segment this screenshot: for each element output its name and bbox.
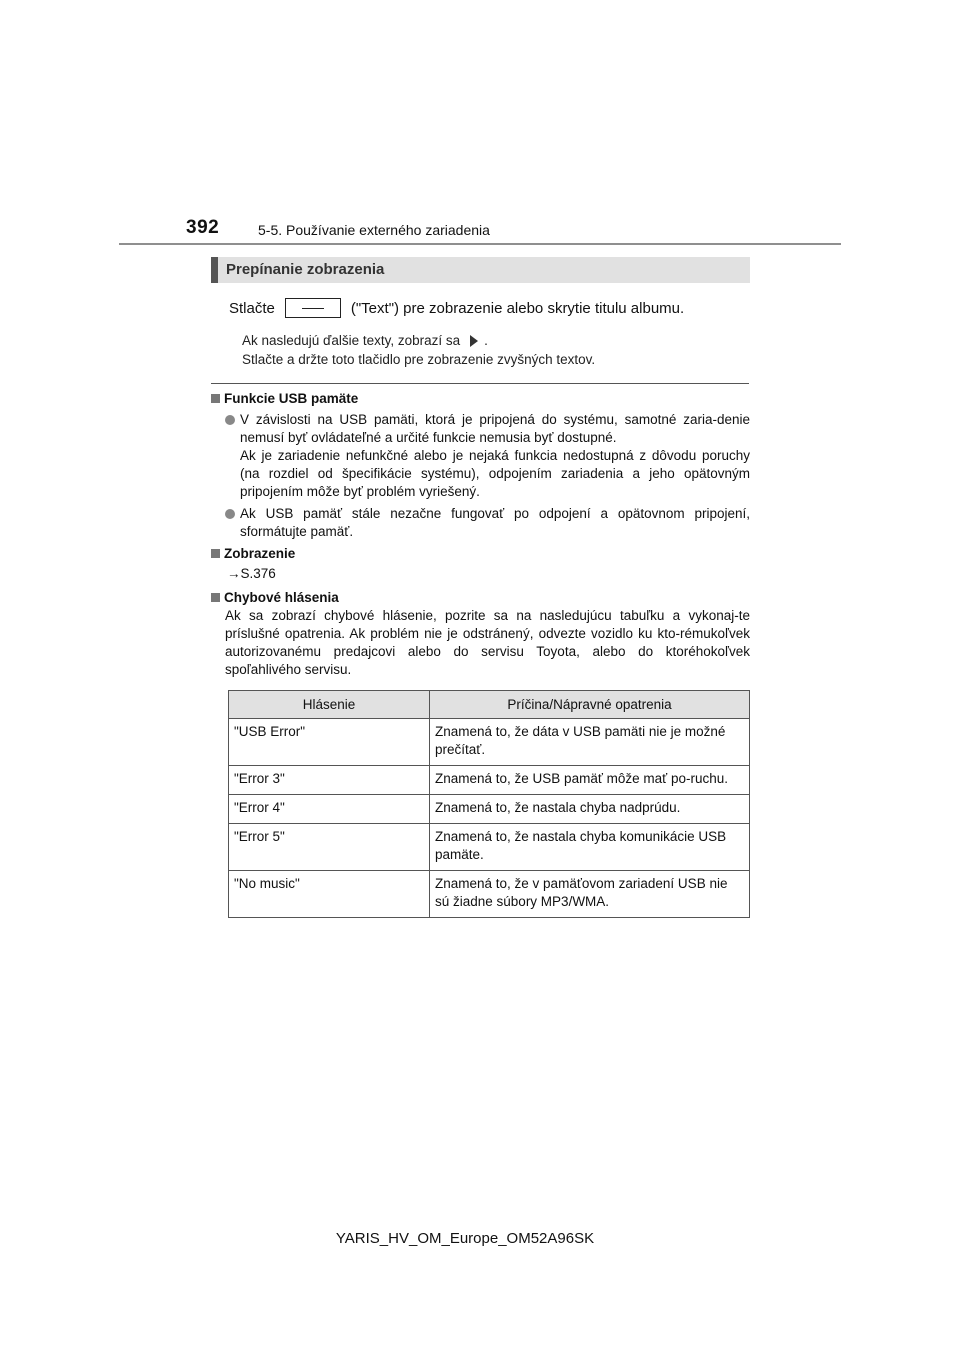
table-row <box>229 824 750 871</box>
section-title: 5-5. Používanie externého zariadenia <box>258 222 490 238</box>
section-heading: Prepínanie zobrazenia <box>211 257 750 283</box>
note-hold-button: Stlačte a držte toto tlačidlo pre zobrazenie zvyšných textov. <box>242 352 596 367</box>
error-cause-cell: Znamená to, že v pamäťovom zariadení USB nie sú žiadne súbory MP3/WMA. <box>430 871 750 918</box>
table-row <box>229 766 750 795</box>
error-messages-heading-text: Chybové hlásenia <box>224 590 339 605</box>
circle-bullet-icon <box>225 509 235 519</box>
square-bullet-icon <box>211 394 220 403</box>
table-header-row <box>229 691 750 719</box>
error-cause-cell: Znamená to, že nastala chyba komunikácie USB pamäte. <box>430 824 750 871</box>
error-cause-cell: Znamená to, že nastala chyba nadprúdu. <box>430 795 750 824</box>
document-footer: YARIS_HV_OM_Europe_OM52A96SK <box>335 1230 595 1247</box>
circle-bullet-icon <box>225 415 235 425</box>
error-table <box>228 690 750 918</box>
note-more-text <box>242 333 488 348</box>
table-row <box>229 719 750 766</box>
usb-bullet-1-line2: Ak je zariadenie nefunkčné alebo je nejaká funkcia nedostupná z dôvodu poruchy (na rozdiel od špecifikácie systému), odpojením zariadenia a jeho opätovným pripojením môže byť problém vyriešený. <box>240 448 750 499</box>
usb-bullet-2 <box>240 505 750 541</box>
error-message-cell: "No music" <box>229 871 430 918</box>
usb-functions-heading-text: Funkcie USB pamäte <box>224 391 359 406</box>
content-divider <box>211 383 749 384</box>
table-row <box>229 871 750 918</box>
text-button-icon <box>285 298 341 318</box>
step-text-after: ("Text") pre zobrazenie alebo skrytie titulu albumu. <box>350 299 685 317</box>
square-bullet-icon <box>211 549 220 558</box>
note-line1-after: . <box>484 333 488 348</box>
error-cause-cell: Znamená to, že dáta v USB pamäti nie je možné prečítať. <box>430 719 750 766</box>
note-line1-before: Ak nasledujú ďalšie texty, zobrazí sa <box>242 333 461 348</box>
page-number: 392 <box>186 217 220 238</box>
step-instruction <box>229 298 684 318</box>
error-message-cell: "Error 5" <box>229 824 430 871</box>
error-cause-cell: Znamená to, že USB pamäť môže mať po-ruchu. <box>430 766 750 795</box>
error-message-cell: "Error 4" <box>229 795 430 824</box>
display-heading <box>211 546 295 561</box>
header-divider <box>119 243 841 245</box>
table-row <box>229 795 750 824</box>
arrow-right-icon <box>470 335 478 347</box>
usb-bullet-1 <box>240 411 750 501</box>
error-messages-intro: Ak sa zobrazí chybové hlásenie, pozrite sa na nasledujúcu tabuľku a vykonaj-te príslušné opatrenia. Ak problém nie je odstránený, odvezte vozidlo ku kto-rémukoľvek autorizovanému predajcovi alebo do servisu Toyota, alebo do ktoréhokoľvek spoľahlivého servisu. <box>225 608 750 677</box>
error-message-cell: "USB Error" <box>229 719 430 766</box>
square-bullet-icon <box>211 593 220 602</box>
usb-bullet-2-text: Ak USB pamäť stále nezačne fungovať po odpojení a opätovnom pripojení, sformátujte pamäť. <box>240 506 750 539</box>
display-heading-text: Zobrazenie <box>224 546 296 561</box>
error-messages-heading <box>211 590 339 605</box>
step-text-before: Stlačte <box>229 299 275 317</box>
usb-bullet-1-line1: V závislosti na USB pamäti, ktorá je pripojená do systému, samotné zaria-denie nemusí byť ovládateľné a určité funkcie nemusia byť dostupné. <box>240 412 750 445</box>
column-header: Hlásenie <box>229 691 430 719</box>
column-header: Príčina/Nápravné opatrenia <box>430 691 750 719</box>
page-reference: →S.376 <box>227 566 276 581</box>
usb-functions-heading <box>211 391 358 406</box>
error-message-cell: "Error 3" <box>229 766 430 795</box>
